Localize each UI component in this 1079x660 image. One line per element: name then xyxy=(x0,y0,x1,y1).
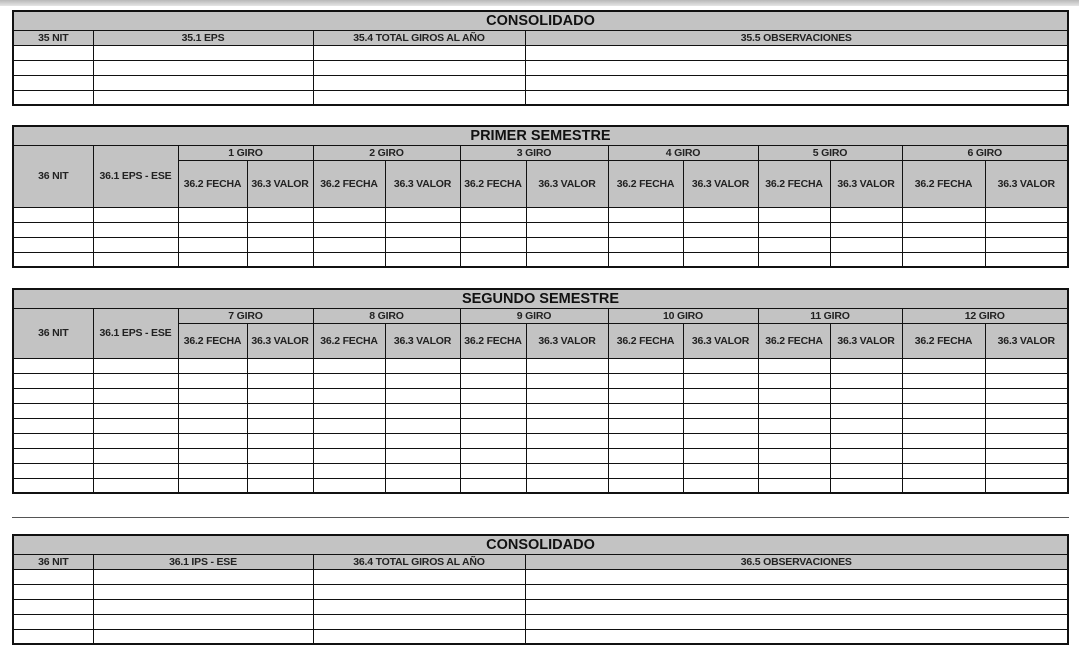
table-cell[interactable] xyxy=(385,418,460,433)
table-cell[interactable] xyxy=(902,403,985,418)
table-cell[interactable] xyxy=(830,237,902,252)
table-row xyxy=(13,599,1068,614)
table-cell[interactable] xyxy=(526,388,608,403)
table-cell[interactable] xyxy=(526,358,608,373)
table-cell[interactable] xyxy=(247,373,313,388)
table-cell[interactable] xyxy=(902,207,985,222)
table-cell[interactable] xyxy=(985,207,1068,222)
table-cell[interactable] xyxy=(178,388,247,403)
section-divider xyxy=(12,517,1069,518)
table-cell[interactable] xyxy=(902,463,985,478)
table-cell[interactable] xyxy=(247,448,313,463)
table-cell[interactable] xyxy=(93,478,178,493)
table-cell[interactable] xyxy=(985,388,1068,403)
column-header-fecha: 36.2 FECHA xyxy=(608,160,683,207)
column-header-fecha: 36.2 FECHA xyxy=(758,160,830,207)
table-cell[interactable] xyxy=(985,252,1068,267)
table-cell[interactable] xyxy=(830,388,902,403)
table-cell[interactable] xyxy=(460,478,526,493)
table-cell[interactable] xyxy=(13,207,93,222)
table-row xyxy=(13,60,1068,75)
table-cell[interactable] xyxy=(313,433,385,448)
giro-group-header: 7 GIRO xyxy=(178,308,313,323)
table-cell[interactable] xyxy=(902,358,985,373)
table-cell[interactable] xyxy=(526,222,608,237)
column-header-nit: 36 NIT xyxy=(13,308,93,358)
table-row xyxy=(13,75,1068,90)
table-cell[interactable] xyxy=(830,358,902,373)
table-cell[interactable] xyxy=(385,237,460,252)
table-cell[interactable] xyxy=(385,358,460,373)
table-cell[interactable] xyxy=(902,388,985,403)
giro-group-header: 10 GIRO xyxy=(608,308,758,323)
table-cell[interactable] xyxy=(608,237,683,252)
table-cell[interactable] xyxy=(385,222,460,237)
column-header-fecha: 36.2 FECHA xyxy=(178,323,247,358)
table-cell[interactable] xyxy=(460,222,526,237)
column-header-nit: 36 NIT xyxy=(13,145,93,207)
table-cell[interactable] xyxy=(526,433,608,448)
table-cell[interactable] xyxy=(13,45,93,60)
table-cell[interactable] xyxy=(313,629,525,644)
table-cell[interactable] xyxy=(526,403,608,418)
table-cell[interactable] xyxy=(683,478,758,493)
table-cell[interactable] xyxy=(13,222,93,237)
table-cell[interactable] xyxy=(683,222,758,237)
table-cell[interactable] xyxy=(178,403,247,418)
table-cell[interactable] xyxy=(830,403,902,418)
table-row xyxy=(13,478,1068,493)
table-row xyxy=(13,463,1068,478)
column-header-fecha: 36.2 FECHA xyxy=(178,160,247,207)
table-cell[interactable] xyxy=(608,418,683,433)
giro-group-header: 6 GIRO xyxy=(902,145,1068,160)
table-cell[interactable] xyxy=(608,403,683,418)
table-cell[interactable] xyxy=(830,207,902,222)
table-cell[interactable] xyxy=(13,463,93,478)
table-cell[interactable] xyxy=(830,478,902,493)
column-header-total-giros: 35.4 TOTAL GIROS AL AÑO xyxy=(313,30,525,45)
table-cell[interactable] xyxy=(93,252,178,267)
table-cell[interactable] xyxy=(830,463,902,478)
table-cell[interactable] xyxy=(13,252,93,267)
table-cell[interactable] xyxy=(178,448,247,463)
column-header-fecha: 36.2 FECHA xyxy=(313,323,385,358)
table-cell[interactable] xyxy=(93,448,178,463)
table-cell[interactable] xyxy=(683,373,758,388)
table-cell[interactable] xyxy=(247,237,313,252)
table-cell[interactable] xyxy=(460,373,526,388)
giro-group-header: 9 GIRO xyxy=(460,308,608,323)
table-row xyxy=(13,403,1068,418)
table-cell[interactable] xyxy=(313,478,385,493)
giro-group-header: 3 GIRO xyxy=(460,145,608,160)
table-cell[interactable] xyxy=(93,614,313,629)
column-header-observaciones: 36.5 OBSERVACIONES xyxy=(525,554,1068,569)
table-row xyxy=(13,237,1068,252)
table-cell[interactable] xyxy=(247,388,313,403)
table-cell[interactable] xyxy=(13,629,93,644)
table-row xyxy=(13,614,1068,629)
table-cell[interactable] xyxy=(13,448,93,463)
table-cell[interactable] xyxy=(313,358,385,373)
table-cell[interactable] xyxy=(313,614,525,629)
table-cell[interactable] xyxy=(247,222,313,237)
table-cell[interactable] xyxy=(247,403,313,418)
table-cell[interactable] xyxy=(683,252,758,267)
table-cell[interactable] xyxy=(683,433,758,448)
table-cell[interactable] xyxy=(313,448,385,463)
table-cell[interactable] xyxy=(985,222,1068,237)
table-cell[interactable] xyxy=(902,433,985,448)
table-row xyxy=(13,373,1068,388)
table-cell[interactable] xyxy=(460,207,526,222)
table-cell[interactable] xyxy=(683,448,758,463)
column-header-nit: 36 NIT xyxy=(13,554,93,569)
giro-group-header: 5 GIRO xyxy=(758,145,902,160)
table-cell[interactable] xyxy=(758,433,830,448)
table-cell[interactable] xyxy=(385,373,460,388)
table-cell[interactable] xyxy=(758,478,830,493)
table-cell[interactable] xyxy=(526,207,608,222)
table-cell[interactable] xyxy=(525,569,1068,584)
table-cell[interactable] xyxy=(247,207,313,222)
table-cell[interactable] xyxy=(313,403,385,418)
table-row xyxy=(13,252,1068,267)
table-cell[interactable] xyxy=(385,388,460,403)
table-cell[interactable] xyxy=(178,252,247,267)
giro-group-header: 8 GIRO xyxy=(313,308,460,323)
column-header-fecha: 36.2 FECHA xyxy=(608,323,683,358)
column-header-valor: 36.3 VALOR xyxy=(247,160,313,207)
table-cell[interactable] xyxy=(93,599,313,614)
table-row xyxy=(13,207,1068,222)
table-cell[interactable] xyxy=(385,448,460,463)
table-cell[interactable] xyxy=(902,222,985,237)
column-header-fecha: 36.2 FECHA xyxy=(460,323,526,358)
segundo-semestre-table xyxy=(12,288,1069,494)
table-cell[interactable] xyxy=(313,75,525,90)
table-cell[interactable] xyxy=(758,463,830,478)
table-cell[interactable] xyxy=(985,373,1068,388)
giro-group-header: 4 GIRO xyxy=(608,145,758,160)
table-cell[interactable] xyxy=(902,448,985,463)
table-cell[interactable] xyxy=(758,373,830,388)
table-cell[interactable] xyxy=(313,569,525,584)
column-header-valor: 36.3 VALOR xyxy=(526,323,608,358)
table-cell[interactable] xyxy=(178,358,247,373)
table-cell[interactable] xyxy=(525,90,1068,105)
table-cell[interactable] xyxy=(93,90,313,105)
primer-semestre-table xyxy=(12,125,1069,268)
table-cell[interactable] xyxy=(178,418,247,433)
table-cell[interactable] xyxy=(460,252,526,267)
table-cell[interactable] xyxy=(313,207,385,222)
table-cell[interactable] xyxy=(178,433,247,448)
table-row xyxy=(13,569,1068,584)
table-cell[interactable] xyxy=(985,358,1068,373)
table-cell[interactable] xyxy=(830,222,902,237)
table-row xyxy=(13,388,1068,403)
table-cell[interactable] xyxy=(13,599,93,614)
consolidado-ips-table xyxy=(12,534,1069,645)
table-cell[interactable] xyxy=(313,252,385,267)
table-cell[interactable] xyxy=(526,478,608,493)
table-cell[interactable] xyxy=(460,237,526,252)
table-cell[interactable] xyxy=(385,403,460,418)
table-row xyxy=(13,222,1068,237)
table-cell[interactable] xyxy=(385,463,460,478)
table-cell[interactable] xyxy=(985,418,1068,433)
table-cell[interactable] xyxy=(13,403,93,418)
giro-group-header: 11 GIRO xyxy=(758,308,902,323)
column-header-valor: 36.3 VALOR xyxy=(526,160,608,207)
table-cell[interactable] xyxy=(93,403,178,418)
table-cell[interactable] xyxy=(13,418,93,433)
column-header-valor: 36.3 VALOR xyxy=(385,323,460,358)
table-cell[interactable] xyxy=(313,599,525,614)
table-cell[interactable] xyxy=(683,207,758,222)
table-cell[interactable] xyxy=(178,373,247,388)
table-cell[interactable] xyxy=(13,60,93,75)
table-cell[interactable] xyxy=(758,207,830,222)
table-cell[interactable] xyxy=(608,222,683,237)
table-cell[interactable] xyxy=(526,463,608,478)
column-header-fecha: 36.2 FECHA xyxy=(758,323,830,358)
table-cell[interactable] xyxy=(525,60,1068,75)
giro-group-header: 1 GIRO xyxy=(178,145,313,160)
table-cell[interactable] xyxy=(178,222,247,237)
table-cell[interactable] xyxy=(985,403,1068,418)
table-cell[interactable] xyxy=(385,207,460,222)
table-cell[interactable] xyxy=(460,388,526,403)
table-cell[interactable] xyxy=(178,207,247,222)
table-row xyxy=(13,418,1068,433)
table-cell[interactable] xyxy=(683,403,758,418)
table-cell[interactable] xyxy=(178,478,247,493)
table-cell[interactable] xyxy=(385,478,460,493)
column-header-valor: 36.3 VALOR xyxy=(830,160,902,207)
table-cell[interactable] xyxy=(13,478,93,493)
table-cell[interactable] xyxy=(608,373,683,388)
table-cell[interactable] xyxy=(460,418,526,433)
table-cell[interactable] xyxy=(525,45,1068,60)
table-cell[interactable] xyxy=(608,448,683,463)
table-cell[interactable] xyxy=(385,252,460,267)
table-cell[interactable] xyxy=(758,252,830,267)
table-cell[interactable] xyxy=(313,388,385,403)
table-cell[interactable] xyxy=(902,418,985,433)
table-title: SEGUNDO SEMESTRE xyxy=(13,289,1068,308)
table-cell[interactable] xyxy=(460,448,526,463)
table-cell[interactable] xyxy=(608,252,683,267)
table-row xyxy=(13,629,1068,644)
table-cell[interactable] xyxy=(460,403,526,418)
table-cell[interactable] xyxy=(526,237,608,252)
table-cell[interactable] xyxy=(608,433,683,448)
table-cell[interactable] xyxy=(247,433,313,448)
table-row xyxy=(13,90,1068,105)
table-cell[interactable] xyxy=(830,252,902,267)
column-header-eps: 35.1 EPS xyxy=(93,30,313,45)
table-cell[interactable] xyxy=(93,629,313,644)
table-cell[interactable] xyxy=(902,373,985,388)
table-cell[interactable] xyxy=(13,584,93,599)
table-cell[interactable] xyxy=(902,478,985,493)
column-header-valor: 36.3 VALOR xyxy=(830,323,902,358)
table-cell[interactable] xyxy=(313,45,525,60)
column-header-observaciones: 35.5 OBSERVACIONES xyxy=(525,30,1068,45)
table-cell[interactable] xyxy=(93,75,313,90)
table-cell[interactable] xyxy=(93,373,178,388)
table-row xyxy=(13,358,1068,373)
table-cell[interactable] xyxy=(313,373,385,388)
table-cell[interactable] xyxy=(460,433,526,448)
table-cell[interactable] xyxy=(758,418,830,433)
table-row xyxy=(13,584,1068,599)
table-cell[interactable] xyxy=(758,448,830,463)
table-cell[interactable] xyxy=(683,463,758,478)
table-cell[interactable] xyxy=(525,599,1068,614)
table-cell[interactable] xyxy=(93,207,178,222)
table-cell[interactable] xyxy=(985,463,1068,478)
table-cell[interactable] xyxy=(313,237,385,252)
column-header-nit: 35 NIT xyxy=(13,30,93,45)
table-cell[interactable] xyxy=(683,237,758,252)
table-cell[interactable] xyxy=(313,222,385,237)
table-cell[interactable] xyxy=(985,448,1068,463)
table-cell[interactable] xyxy=(902,237,985,252)
table-cell[interactable] xyxy=(93,433,178,448)
table-cell[interactable] xyxy=(313,90,525,105)
table-cell[interactable] xyxy=(902,252,985,267)
table-cell[interactable] xyxy=(526,418,608,433)
table-cell[interactable] xyxy=(460,463,526,478)
table-cell[interactable] xyxy=(247,252,313,267)
table-title: PRIMER SEMESTRE xyxy=(13,126,1068,145)
table-cell[interactable] xyxy=(13,90,93,105)
column-header-valor: 36.3 VALOR xyxy=(385,160,460,207)
table-cell[interactable] xyxy=(385,433,460,448)
table-row xyxy=(13,448,1068,463)
table-cell[interactable] xyxy=(683,388,758,403)
table-cell[interactable] xyxy=(13,373,93,388)
table-cell[interactable] xyxy=(93,60,313,75)
table-cell[interactable] xyxy=(608,388,683,403)
column-header-valor: 36.3 VALOR xyxy=(683,323,758,358)
column-header-eps-ese: 36.1 EPS - ESE xyxy=(93,145,178,207)
table-cell[interactable] xyxy=(608,358,683,373)
table-cell[interactable] xyxy=(93,45,313,60)
giro-group-header: 2 GIRO xyxy=(313,145,460,160)
table-cell[interactable] xyxy=(525,629,1068,644)
table-cell[interactable] xyxy=(13,75,93,90)
table-row xyxy=(13,433,1068,448)
table-cell[interactable] xyxy=(525,584,1068,599)
table-cell[interactable] xyxy=(178,463,247,478)
table-cell[interactable] xyxy=(13,237,93,252)
table-cell[interactable] xyxy=(608,207,683,222)
table-cell[interactable] xyxy=(830,448,902,463)
table-cell[interactable] xyxy=(758,403,830,418)
table-cell[interactable] xyxy=(247,463,313,478)
column-header-fecha: 36.2 FECHA xyxy=(902,160,985,207)
table-cell[interactable] xyxy=(608,478,683,493)
column-header-valor: 36.3 VALOR xyxy=(985,160,1068,207)
table-cell[interactable] xyxy=(985,237,1068,252)
table-cell[interactable] xyxy=(313,463,385,478)
table-cell[interactable] xyxy=(93,237,178,252)
table-cell[interactable] xyxy=(525,614,1068,629)
table-cell[interactable] xyxy=(608,463,683,478)
table-cell[interactable] xyxy=(683,358,758,373)
table-cell[interactable] xyxy=(247,358,313,373)
table-row xyxy=(13,45,1068,60)
table-cell[interactable] xyxy=(758,222,830,237)
column-header-valor: 36.3 VALOR xyxy=(247,323,313,358)
table-cell[interactable] xyxy=(313,60,525,75)
table-cell[interactable] xyxy=(93,463,178,478)
column-header-valor: 36.3 VALOR xyxy=(683,160,758,207)
table-cell[interactable] xyxy=(758,388,830,403)
table-cell[interactable] xyxy=(526,448,608,463)
table-cell[interactable] xyxy=(526,373,608,388)
table-cell[interactable] xyxy=(460,358,526,373)
column-header-fecha: 36.2 FECHA xyxy=(313,160,385,207)
table-cell[interactable] xyxy=(313,418,385,433)
column-header-ips-ese: 36.1 IPS - ESE xyxy=(93,554,313,569)
table-cell[interactable] xyxy=(93,418,178,433)
table-cell[interactable] xyxy=(13,358,93,373)
table-cell[interactable] xyxy=(758,237,830,252)
table-cell[interactable] xyxy=(830,373,902,388)
window-top-edge xyxy=(0,0,1079,6)
table-cell[interactable] xyxy=(13,614,93,629)
table-cell[interactable] xyxy=(830,418,902,433)
table-cell[interactable] xyxy=(178,237,247,252)
table-cell[interactable] xyxy=(93,584,313,599)
column-header-total-giros: 36.4 TOTAL GIROS AL AÑO xyxy=(313,554,525,569)
table-cell[interactable] xyxy=(13,433,93,448)
table-cell[interactable] xyxy=(758,358,830,373)
column-header-fecha: 36.2 FECHA xyxy=(902,323,985,358)
table-cell[interactable] xyxy=(93,569,313,584)
table-cell[interactable] xyxy=(93,222,178,237)
table-cell[interactable] xyxy=(313,584,525,599)
table-cell[interactable] xyxy=(683,418,758,433)
table-cell[interactable] xyxy=(525,75,1068,90)
column-header-eps-ese: 36.1 EPS - ESE xyxy=(93,308,178,358)
table-cell[interactable] xyxy=(985,433,1068,448)
table-title: CONSOLIDADO xyxy=(13,535,1068,554)
table-cell[interactable] xyxy=(985,478,1068,493)
table-cell[interactable] xyxy=(93,358,178,373)
table-cell[interactable] xyxy=(13,569,93,584)
column-header-fecha: 36.2 FECHA xyxy=(460,160,526,207)
table-cell[interactable] xyxy=(830,433,902,448)
table-title: CONSOLIDADO xyxy=(13,11,1068,30)
giro-group-header: 12 GIRO xyxy=(902,308,1068,323)
table-cell[interactable] xyxy=(247,418,313,433)
table-cell[interactable] xyxy=(526,252,608,267)
table-cell[interactable] xyxy=(13,388,93,403)
table-cell[interactable] xyxy=(93,388,178,403)
consolidado-eps-table xyxy=(12,10,1069,106)
table-cell[interactable] xyxy=(247,478,313,493)
column-header-valor: 36.3 VALOR xyxy=(985,323,1068,358)
